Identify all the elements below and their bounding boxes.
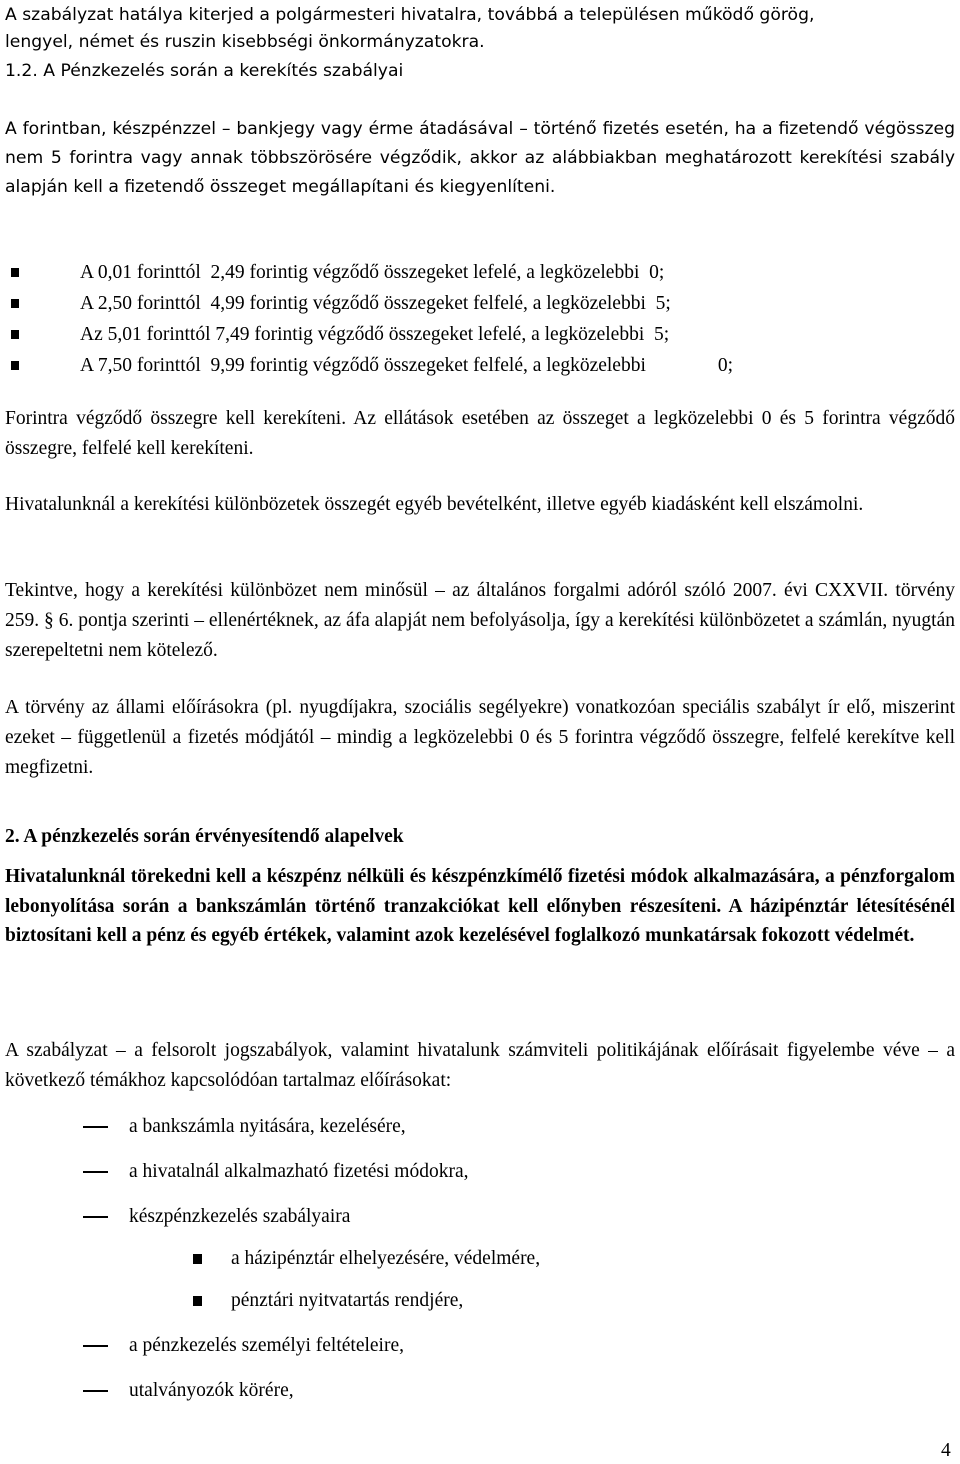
rounding-rule-4 bbox=[5, 350, 955, 381]
topic-sub-item bbox=[5, 1286, 955, 1316]
topic-item-text: a pénzkezelés személyi feltételeire, bbox=[129, 1335, 404, 1356]
topic-item bbox=[5, 1331, 955, 1361]
intro-line-2: lengyel, német és ruszin kisebbségi önkormányzatokra. bbox=[5, 32, 485, 52]
rounding-rule-text: A 0,01 forinttól 2,49 forintig végződő összegeket lefelé, a legközelebbi 0; bbox=[80, 262, 665, 283]
rounding-rule-3 bbox=[5, 319, 955, 350]
torveny-paragraph: A törvény az állami előírásokra (pl. nyugdíjakra, szociális segélyekre) vonatkozóan speciális szabályt ír elő, miszerint ezeket – függetlenül a fizetés módjától – mindig a legközelebbi 0 és 5 forintra végződő összegre, felfelé kerekítve kell megfizetni. bbox=[5, 697, 955, 778]
section-heading-2: 2. A pénzkezelés során érvényesítendő alapelvek bbox=[5, 826, 404, 847]
topic-sub-item-text: pénztári nyitvatartás rendjére, bbox=[231, 1290, 464, 1311]
rounding-rules-list bbox=[5, 257, 955, 381]
rounding-rule-text: A 2,50 forinttól 4,99 forintig végződő összegeket felfelé, a legközelebbi 5; bbox=[80, 293, 671, 314]
forintra-paragraph: Forintra végződő összegre kell kerekíteni. Az ellátások esetében az összeget a legközelebbi 0 és 5 forintra végződő összegre, felfelé kell kerekíteni. bbox=[5, 408, 955, 459]
square-bullet-icon bbox=[11, 330, 19, 339]
topic-item-text: utalványozók körére, bbox=[129, 1380, 294, 1401]
rounding-rule-tail: 0; bbox=[717, 355, 734, 376]
dash-bullet-icon bbox=[83, 1171, 108, 1173]
rounding-paragraph: A forintban, készpénzzel – bankjegy vagy érme átadásával – történő fizetés esetén, ha a fizetendő végösszeg nem 5 forintra vagy annak többszörösére végződik, akkor az alábbiakban meghatározott kerekítési szabály alapján kell a fizetendő összeget megállapítani és kiegyenlíteni. bbox=[5, 119, 955, 197]
square-bullet-icon bbox=[11, 268, 19, 277]
topic-item bbox=[5, 1112, 955, 1142]
rounding-rule-1 bbox=[5, 257, 955, 288]
square-bullet-icon bbox=[193, 1296, 202, 1306]
dash-bullet-icon bbox=[83, 1345, 108, 1347]
rounding-rule-2 bbox=[5, 288, 955, 319]
dash-bullet-icon bbox=[83, 1216, 108, 1218]
topic-item bbox=[5, 1157, 955, 1187]
page-number: 4 bbox=[941, 1440, 951, 1461]
topic-item bbox=[5, 1376, 955, 1406]
topic-item-text: a bankszámla nyitására, kezelésére, bbox=[129, 1116, 406, 1137]
square-bullet-icon bbox=[11, 299, 19, 308]
rounding-rule-text: Az 5,01 forinttól 7,49 forintig végződő összegeket lefelé, a legközelebbi 5; bbox=[80, 324, 670, 345]
topic-item-text: a hivatalnál alkalmazható fizetési módokra, bbox=[129, 1161, 469, 1182]
dash-bullet-icon bbox=[83, 1390, 108, 1392]
hivatal-paragraph: Hivatalunknál a kerekítési különbözetek összegét egyéb bevételként, illetve egyéb kiadásként kell elszámolni. bbox=[5, 494, 864, 515]
intro-line-1: A szabályzat hatálya kiterjed a polgármesteri hivatalra, továbbá a településen működő görög, bbox=[5, 5, 815, 25]
szabalyzat-paragraph: A szabályzat – a felsorolt jogszabályok, valamint hivatalunk számviteli politikájának előírásait figyelembe véve – a következő témákhoz kapcsolódóan tartalmaz előírásokat: bbox=[5, 1040, 955, 1091]
dash-bullet-icon bbox=[83, 1126, 108, 1128]
square-bullet-icon bbox=[11, 361, 19, 370]
intro-paragraph bbox=[5, 2, 955, 56]
section-heading-1-2: 1.2. A Pénzkezelés során a kerekítés szabályai bbox=[5, 61, 404, 81]
principles-bold-paragraph: Hivatalunknál törekedni kell a készpénz nélküli és készpénzkímélő fizetési módok alkalmazására, a pénzforgalom lebonyolítása során a bankszámlán történő tranzakciókat kell előnyben részesíteni. A házipénztár létesítésénél biztosítani kell a pénz és egyéb értékek, valamint azok kezelésével foglalkozó munkatársak fokozott védelmét. bbox=[5, 866, 955, 947]
topic-item bbox=[5, 1202, 955, 1232]
topic-item-text: készpénzkezelés szabályaira bbox=[129, 1206, 351, 1227]
topic-sub-item-text: a házipénztár elhelyezésére, védelmére, bbox=[231, 1248, 541, 1269]
topic-sub-item bbox=[5, 1244, 955, 1274]
square-bullet-icon bbox=[193, 1254, 202, 1264]
tekintve-paragraph: Tekintve, hogy a kerekítési különbözet nem minősül – az általános forgalmi adóról szóló 2007. évi CXXVII. törvény 259. § 6. pontja szerinti – ellenértéknek, az áfa alapját nem befolyásolja, így a kerekítési különbözetet a számlán, nyugtán szerepeltetni nem kötelező. bbox=[5, 580, 955, 661]
rounding-rule-text: A 7,50 forinttól 9,99 forintig végződő összegeket felfelé, a legközelebbi bbox=[80, 355, 646, 376]
